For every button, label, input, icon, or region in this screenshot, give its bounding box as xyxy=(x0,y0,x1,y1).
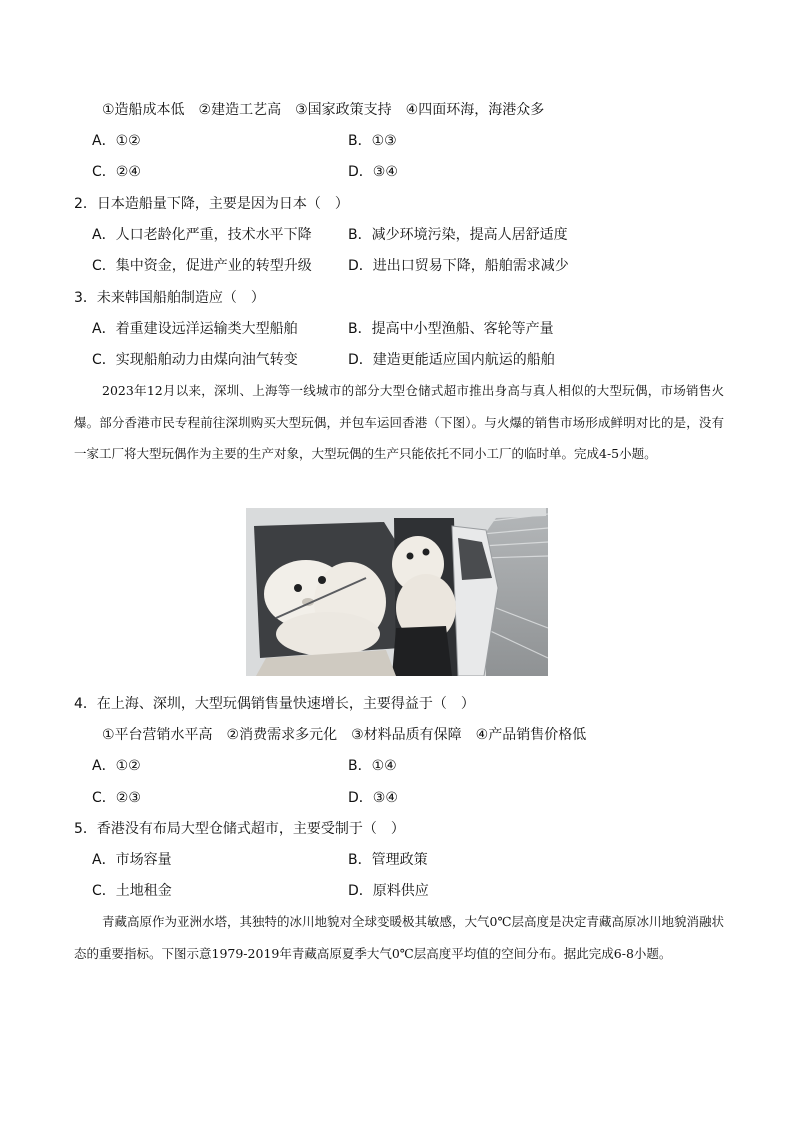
q5-option-b: B．管理政策 xyxy=(348,852,428,868)
q4-choice-list: ①平台营销水平高 ②消费需求多元化 ③材料品质有保障 ④产品销售价格低 xyxy=(102,727,587,743)
q5-option-c: C．土地租金 xyxy=(92,883,172,899)
q3-option-c: C．实现船舶动力由煤向油气转变 xyxy=(92,352,298,368)
q4-option-b: B．①④ xyxy=(348,758,397,774)
q2-option-d: D．进出口贸易下降，船舶需求减少 xyxy=(348,258,569,274)
q5-stem: 5．香港没有布局大型仓储式超市，主要受制于（ ） xyxy=(74,821,405,837)
q1-option-b: B．①③ xyxy=(348,133,397,149)
q3-option-a: A．着重建设远洋运输类大型船舶 xyxy=(92,321,298,337)
q5-option-a: A．市场容量 xyxy=(92,852,172,868)
q1-option-c: C．②④ xyxy=(92,164,141,180)
van-with-giant-plush-photo xyxy=(246,508,548,676)
q3-option-d: D．建造更能适应国内航运的船舶 xyxy=(348,352,555,368)
q4-option-c: C．②③ xyxy=(92,790,141,806)
q4-option-a: A．①② xyxy=(92,758,141,774)
photo-illustration xyxy=(246,508,548,676)
q1-choice-list: ①造船成本低 ②建造工艺高 ③国家政策支持 ④四面环海，海港众多 xyxy=(102,102,545,118)
reading-passage-toys: 2023年12月以来，深圳、上海等一线城市的部分大型仓储式超市推出身高与真人相似的大型玩偶，市场销售火爆。部分香港市民专程前往深圳购买大型玩偶，并包车运回香港（下图）。与火爆的销售市场形成鲜明对比的是，没有一家工厂将大型玩偶作为主要的生产对象，大型玩偶的生产只能依托不同小工厂的临时单。完成4-5小题。 xyxy=(74,383,724,461)
q4-stem: 4．在上海、深圳，大型玩偶销售量快速增长，主要得益于（ ） xyxy=(74,696,475,712)
q2-option-b: B．减少环境污染，提高人居舒适度 xyxy=(348,227,568,243)
q3-option-b: B．提高中小型渔船、客轮等产量 xyxy=(348,321,554,337)
q5-option-d: D．原料供应 xyxy=(348,883,429,899)
q2-option-c: C．集中资金，促进产业的转型升级 xyxy=(92,258,312,274)
q1-option-d: D．③④ xyxy=(348,164,398,180)
q2-stem: 2．日本造船量下降，主要是因为日本（ ） xyxy=(74,196,349,212)
q4-option-d: D．③④ xyxy=(348,790,398,806)
q2-option-a: A．人口老龄化严重，技术水平下降 xyxy=(92,227,312,243)
reading-passage-tibetan-plateau: 青藏高原作为亚洲水塔，其独特的冰川地貌对全球变暖极其敏感，大气0℃层高度是决定青藏高原冰川地貌消融状态的重要指标。下图示意1979-2019年青藏高原夏季大气0℃层高度平均值的空间分布。据此完成6-8小题。 xyxy=(74,914,724,961)
q1-option-a: A．①② xyxy=(92,133,141,149)
q3-stem: 3．未来韩国船舶制造应（ ） xyxy=(74,290,265,306)
